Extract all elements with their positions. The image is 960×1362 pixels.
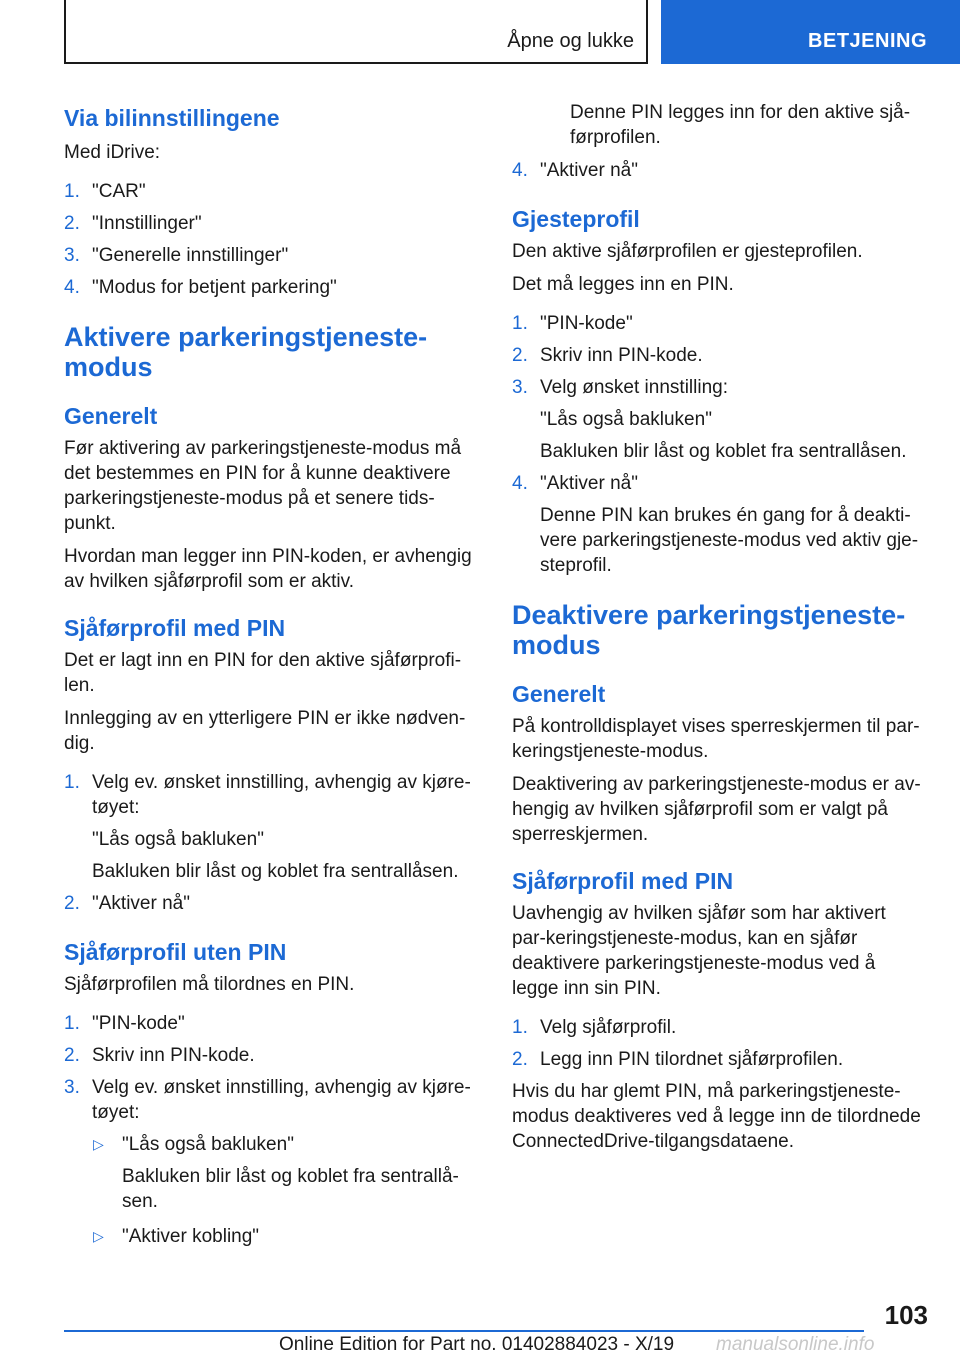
left-column (64, 100, 474, 1256)
right-column (512, 100, 922, 1162)
list-item: 3. Velg ønsket innstilling: "Lås også bakluken" Bakluken blir låst og koblet fra sentrallåsen. (512, 375, 922, 464)
list-item: 1. Velg sjåførprofil. (512, 1017, 677, 1038)
list-item: 2. Skriv inn PIN-kode. (64, 1045, 255, 1066)
list-subtext: Bakluken blir låst og koblet fra sentrallåsen. (540, 441, 907, 462)
uten-pin-steps (64, 1011, 474, 1249)
list-item: 1. Velg ev. ønsket innstilling, avhengig av kjøre-tøyet: "Lås også bakluken" Bakluken blir låst og koblet fra sentrallåsen. (64, 770, 474, 884)
list-item: 2. "Innstillinger" (64, 213, 202, 234)
list-item: 2. Legg inn PIN tilordnet sjåførprofilen. (512, 1049, 844, 1070)
watermark: manualsonline.info (716, 1334, 875, 1355)
list-item: 1. "PIN-kode" (512, 313, 633, 334)
list-item: ▷ "Aktiver kobling" (93, 1226, 260, 1247)
section-tab-label: BETJENING (808, 30, 927, 52)
via-steps-list (64, 179, 474, 300)
triangle-bullet-icon: ▷ (93, 1136, 104, 1152)
heading-deaktivere: Deaktivere parkeringstjeneste-modus (512, 600, 906, 660)
list-item: 4. "Aktiver nå" Denne PIN kan brukes én gang for å deakti-vere parkeringstjeneste-modus ved aktiv gje-steprofil. (512, 471, 922, 578)
paragraph: Før aktivering av parkeringstjeneste-modus må det bestemmes en PIN for å kunne deaktivere parkeringstjeneste-modus på et senere tids-punkt. (64, 438, 462, 534)
heading-med-pin: Sjåførprofil med PIN (64, 615, 286, 641)
paragraph: Deaktivering av parkeringstjeneste-modus er av-hengig av hvilken sjåførprofil som er valgt på sperreskjermen. (512, 774, 921, 845)
paragraph: Det må legges inn en PIN. (512, 274, 734, 295)
list-subtext: Bakluken blir låst og koblet fra sentrallåsen. (92, 861, 459, 882)
list-item: 3. Velg ev. ønsket innstilling, avhengig av kjøre-tøyet: (64, 1077, 471, 1123)
list-item: 2. Skriv inn PIN-kode. (512, 345, 703, 366)
list-subtext: Bakluken blir låst og koblet fra sentrallå-sen. (122, 1166, 459, 1212)
paragraph: Med iDrive: (64, 142, 161, 163)
heading-via-bilinnstillingene: Via bilinnstillingene (64, 105, 280, 131)
list-item: 3. "Generelle innstillinger" (64, 245, 289, 266)
list-item: 4. "Modus for betjent parkering" (64, 277, 337, 298)
heading-gjesteprofil: Gjesteprofil (512, 206, 640, 232)
heading-med-pin-2: Sjåførprofil med PIN (512, 868, 734, 894)
paragraph: På kontrolldisplayet vises sperreskjermen til par-keringstjeneste-modus. (512, 716, 920, 762)
list-item: 1. "CAR" (64, 181, 146, 202)
list-subtext: Denne PIN kan brukes én gang for å deakti-vere parkeringstjeneste-modus ved aktiv gje-steprofil. (540, 505, 919, 576)
chapter-title: Åpne og lukke (507, 30, 634, 52)
paragraph: Det er lagt inn en PIN for den aktive sjåførprofi-len. (64, 650, 462, 696)
heading-aktivere: Aktivere parkeringstjeneste-modus (64, 322, 428, 382)
footer-edition: Online Edition for Part no. 01402884023 - X/19 (279, 1334, 675, 1355)
list-item: 4. "Aktiver nå" (512, 160, 638, 181)
heading-uten-pin: Sjåførprofil uten PIN (64, 939, 287, 965)
paragraph: Sjåførprofilen må tilordnes en PIN. (64, 974, 355, 995)
list-subtext: "Lås også bakluken" (92, 829, 264, 850)
deaktiver-steps (512, 1015, 922, 1072)
paragraph: Den aktive sjåførprofilen er gjesteprofilen. (512, 241, 863, 262)
med-pin-steps (64, 770, 474, 916)
heading-generelt-2: Generelt (512, 681, 606, 707)
paragraph: Innlegging av en ytterligere PIN er ikke nødven-dig. (64, 708, 466, 754)
section-tab[interactable] (661, 0, 960, 64)
page-number: 103 (884, 1300, 928, 1330)
gjest-steps (512, 311, 922, 578)
paragraph: Hvis du har glemt PIN, må parkeringstjeneste-modus deaktiveres ved å legge inn de tilordnede ConnectedDrive-tilgangsdataene. (512, 1081, 921, 1152)
continued-subtext: Denne PIN legges inn for den aktive sjå-førprofilen. (570, 102, 911, 148)
list-item: ▷ "Lås også bakluken" Bakluken blir låst og koblet fra sentrallå-sen. (64, 1132, 474, 1214)
paragraph: Hvordan man legger inn PIN-koden, er avhengig av hvilken sjåførprofil som er aktiv. (64, 546, 472, 592)
list-item: 2. "Aktiver nå" (64, 893, 190, 914)
continued-steps (512, 158, 922, 183)
list-item: 1. "PIN-kode" (64, 1013, 185, 1034)
heading-generelt: Generelt (64, 403, 158, 429)
triangle-bullet-icon: ▷ (93, 1228, 104, 1244)
paragraph: Uavhengig av hvilken sjåfør som har aktivert par-keringstjeneste-modus, kan en sjåfør deaktivere parkeringstjeneste-modus ved å legge inn sin PIN. (512, 903, 886, 999)
header-title-box (64, 0, 648, 64)
list-subtext: "Lås også bakluken" (540, 409, 712, 430)
footer-divider (64, 1330, 864, 1332)
